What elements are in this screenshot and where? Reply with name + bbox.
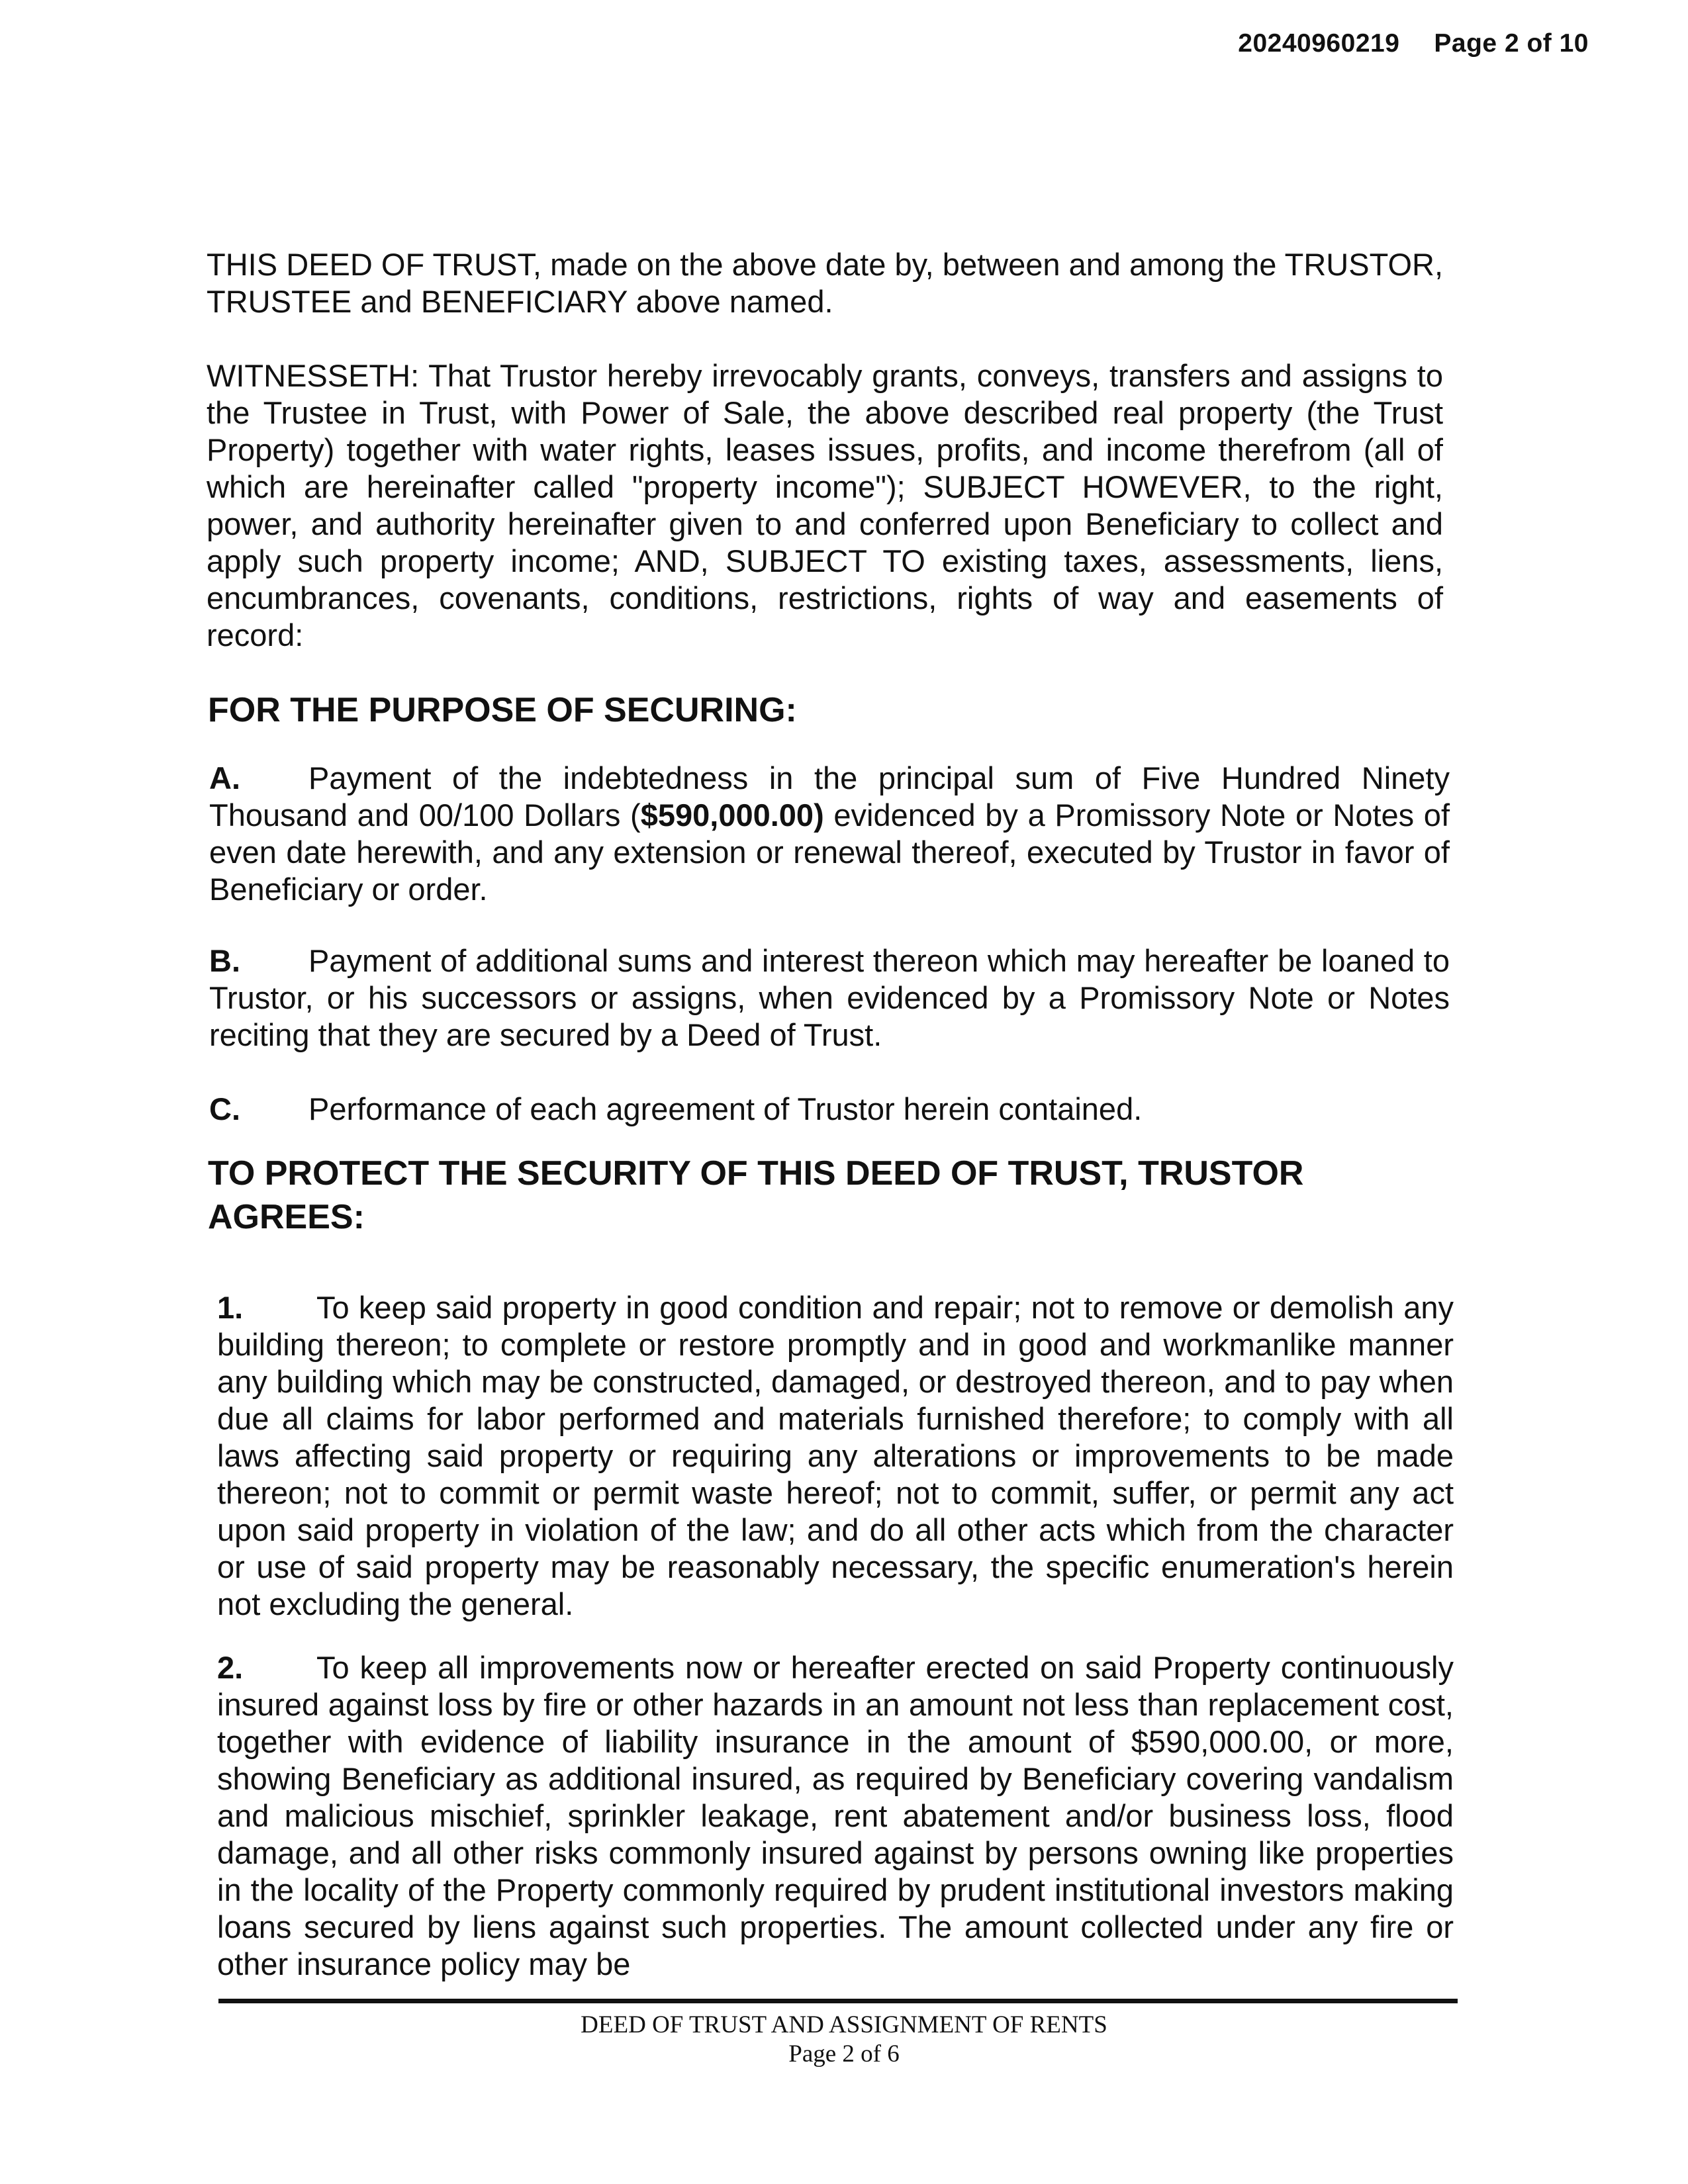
clause-c-label: C. <box>209 1091 240 1126</box>
clause-2-label: 2. <box>217 1650 244 1685</box>
clause-c-text: Performance of each agreement of Trustor herein contained. <box>308 1091 1143 1126</box>
footer-page-number: Page 2 of 6 <box>788 2040 900 2068</box>
clause-b <box>209 942 1450 1054</box>
clause-1-text: To keep said property in good condition and repair; not to remove or demolish any building thereon; to complete or restore promptly and in good and workmanlike manner any building which may be constructed, damaged, or destroyed thereon, and to pay when due all claims for labor performed and materials furnished therefore; to comply with all laws affecting said property or requiring any alterations or improvements to be made thereon; not to commit or permit waste hereof; not to commit, suffer, or permit any act upon said property in violation of the law; and do all other acts which from the character or use of said property may be reasonably necessary, the specific enumeration's herein not excluding the general. <box>217 1290 1454 1621</box>
clause-2 <box>217 1649 1454 1983</box>
clause-a-amount: $590,000.00) <box>640 797 824 833</box>
document-number: 20240960219 <box>1238 29 1400 58</box>
clause-1-label: 1. <box>217 1290 244 1325</box>
clause-c <box>209 1091 1450 1128</box>
recording-page-label: Page 2 of 10 <box>1434 29 1589 58</box>
clause-a <box>209 760 1450 908</box>
footer-divider <box>218 1999 1458 2003</box>
clause-2-text: To keep all improvements now or hereafter erected on said Property continuously insured against loss by fire or other hazards in an amount not less than replacement cost, together with evidence of liability insurance in the amount of $590,000.00, or more, showing Beneficiary as additional insured, as required by Beneficiary covering vandalism and malicious mischief, sprinkler leakage, rent abatement and/or business loss, flood damage, and all other risks commonly insured against by persons owning like properties in the locality of the Property commonly required by prudent institutional investors making loans secured by liens against such properties. The amount collected under any fire or other insurance policy may be <box>217 1650 1454 1981</box>
clause-b-text: Payment of additional sums and interest thereon which may hereafter be loaned to Trustor, or his successors or assigns, when evidenced by a Promissory Note or Notes reciting that they are secured by a Deed of Trust. <box>209 943 1450 1052</box>
witnesseth-paragraph: WITNESSETH: That Trustor hereby irrevocably grants, conveys, transfers and assigns to the Trustee in Trust, with Power of Sale, the above described real property (the Trust Property) together with water rights, leases issues, profits, and income therefrom (all of which are hereinafter called "property income"); SUBJECT HOWEVER, to the right, power, and authority hereinafter given to and conferred upon Beneficiary to collect and apply such property income; AND, SUBJECT TO existing taxes, assessments, liens, encumbrances, covenants, conditions, restrictions, rights of way and easements of record: <box>207 358 1443 653</box>
clause-a-text-before: Payment of the indebtedness in the principal sum of Five Hundred Ninety Thousand and 00/100 Dollars ( <box>209 760 1450 833</box>
intro-paragraph: THIS DEED OF TRUST, made on the above date by, between and among the TRUSTOR, TRUSTEE and BENEFICIARY above named. <box>207 247 1443 319</box>
clause-b-label: B. <box>209 943 240 978</box>
clause-a-label: A. <box>209 760 240 796</box>
clause-1 <box>217 1289 1454 1623</box>
section-heading-protect: TO PROTECT THE SECURITY OF THIS DEED OF TRUST, TRUSTOR AGREES: <box>208 1154 1304 1236</box>
clause-a-text-after: evidenced by a Promissory Note or Notes of even date herewith, and any extension or renewal thereof, executed by Trustor in favor of Beneficiary or order. <box>209 797 1450 907</box>
footer-title: DEED OF TRUST AND ASSIGNMENT OF RENTS <box>581 2011 1107 2038</box>
section-heading-securing: FOR THE PURPOSE OF SECURING: <box>208 691 797 729</box>
recording-header <box>1238 29 1589 58</box>
